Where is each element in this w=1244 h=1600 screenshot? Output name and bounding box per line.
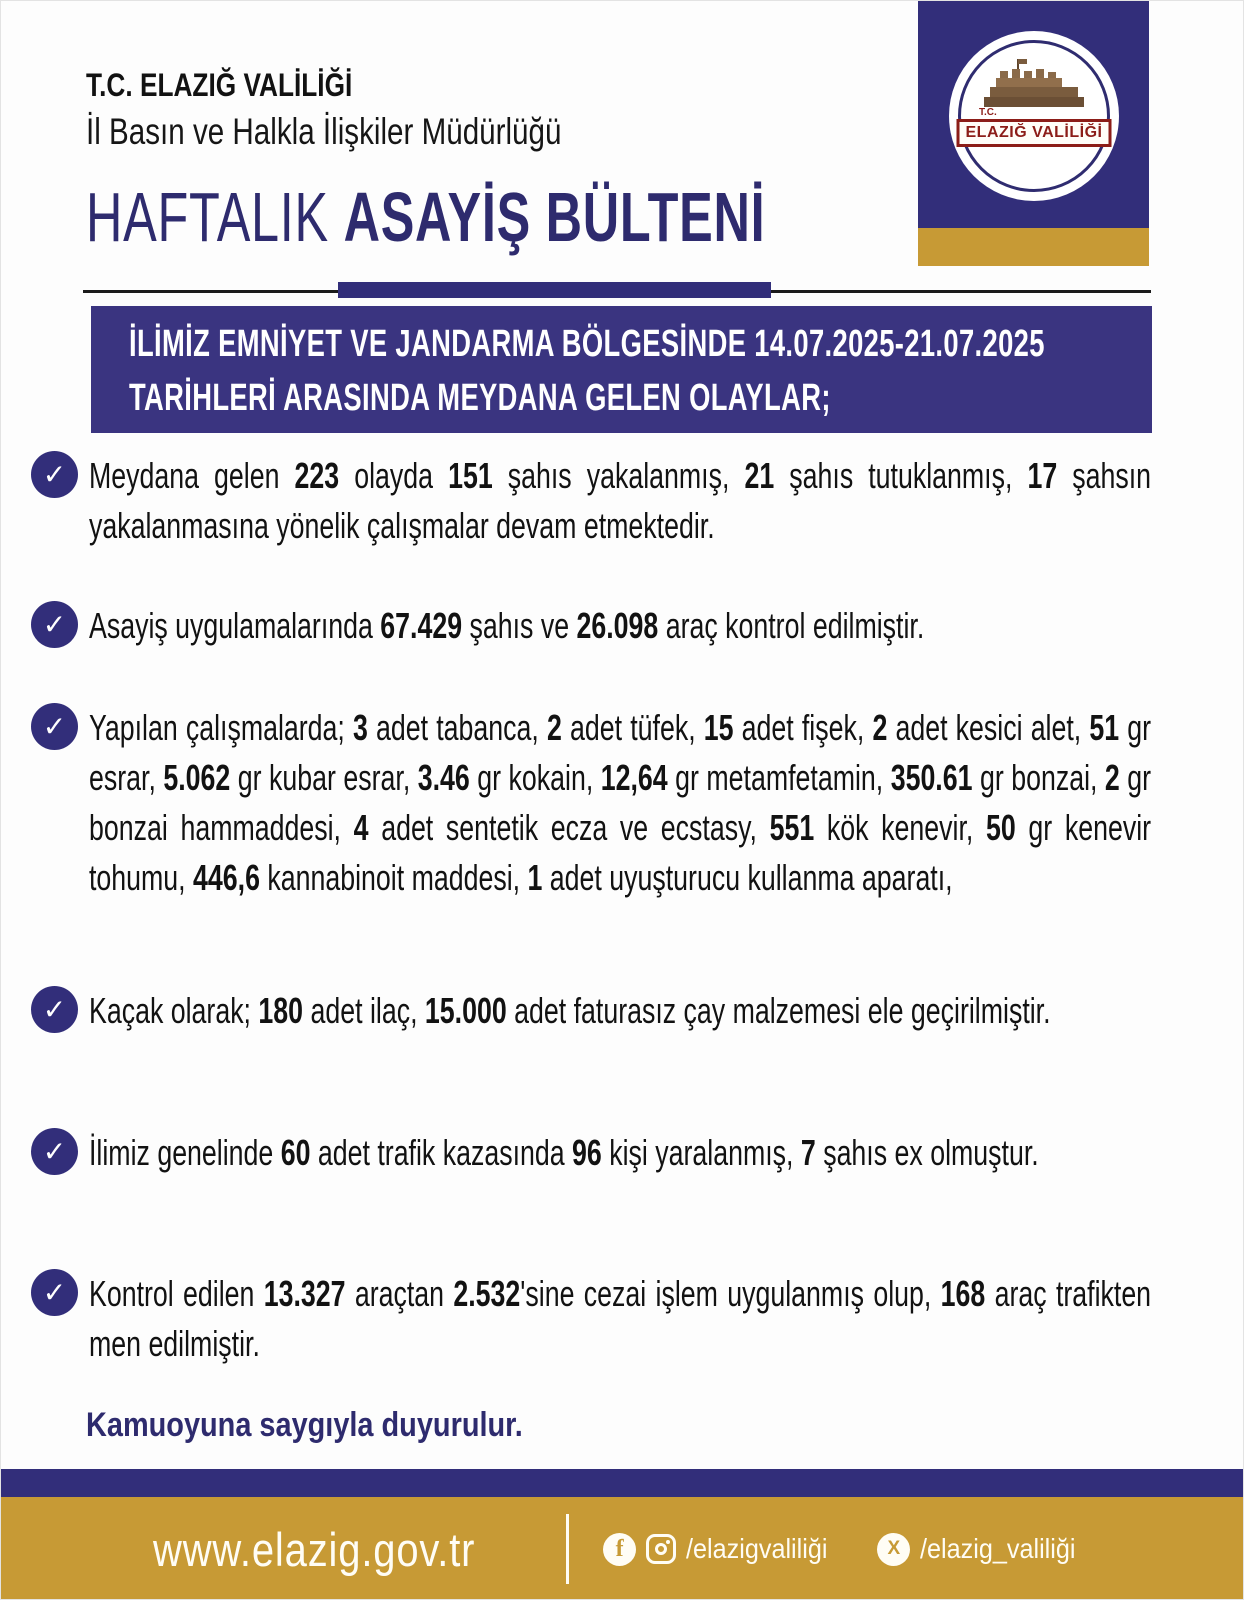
check-icon: ✓ (31, 1128, 78, 1175)
closing-note: Kamuoyuna saygıyla duyurulur. (86, 1406, 523, 1444)
check-icon: ✓ (31, 451, 78, 498)
page-title (86, 177, 765, 257)
logo-tc-label: T.C. (979, 107, 997, 118)
divider-accent-bar (338, 282, 771, 298)
footer-divider (566, 1514, 569, 1584)
list-item (1, 601, 1243, 651)
x-twitter-icon[interactable]: X (877, 1533, 910, 1566)
list-item (1, 451, 1243, 551)
check-icon: ✓ (31, 703, 78, 750)
governorship-logo (949, 31, 1119, 201)
period-banner (91, 306, 1152, 433)
list-item (1, 703, 1243, 903)
check-icon: ✓ (31, 986, 78, 1033)
org-department: İl Basın ve Halkla İlişkiler Müdürlüğü (86, 111, 562, 152)
list-item-text: İlimiz genelinde 60 adet trafik kazasında 96 kişi yaralanmış, 7 şahıs ex olmuştur. (89, 1132, 1039, 1173)
banner-line2: TARİHLERİ ARASINDA MEYDANA GELEN OLAYLAR; (129, 377, 831, 419)
banner-line1: İLİMİZ EMNİYET VE JANDARMA BÖLGESİNDE 14.07.2025-21.07.2025 (129, 323, 1045, 365)
list-item-text: Kaçak olarak; 180 adet ilaç, 15.000 adet faturasız çay malzemesi ele geçirilmiştir. (89, 990, 1051, 1031)
facebook-icon[interactable]: f (603, 1533, 636, 1566)
social-handle-2[interactable]: /elazig_valiliği (920, 1533, 1076, 1564)
org-name: T.C. ELAZIĞ VALİLİĞİ (86, 67, 353, 103)
logo-name-label: ELAZIĞ VALİLİĞİ (957, 119, 1112, 147)
list-item-text: Meydana gelen 223 olayda 151 şahıs yakalanmış, 21 şahıs tutuklanmış, 17 şahsın yakalanmasına yönelik çalışmalar devam etmektedir. (89, 455, 1152, 546)
list-item-text: Asayiş uygulamalarında 67.429 şahıs ve 26.098 araç kontrol edilmiştir. (89, 605, 925, 646)
page-title-light: HAFTALIK (86, 178, 344, 256)
social-handle-1[interactable]: /elazigvaliliği (686, 1533, 828, 1564)
list-item (1, 1269, 1243, 1369)
footer-purple-bar (1, 1469, 1244, 1497)
check-icon: ✓ (31, 601, 78, 648)
social-group-1 (603, 1533, 843, 1566)
check-icon: ✓ (31, 1269, 78, 1316)
instagram-icon[interactable] (646, 1534, 676, 1564)
gold-band (918, 228, 1149, 266)
list-item-text: Yapılan çalışmalarda; 3 adet tabanca, 2 adet tüfek, 15 adet fişek, 2 adet kesici alet, 51 gr esrar, 5.062 gr kubar esrar, 3.46 gr kokain, 12,64 gr metamfetamin, 350.61 gr bonzai, 2 gr bonzai hammaddesi, 4 adet sentetik ecza ve ecstasy, 551 kök kenevir, 50 gr kenevir tohumu, 446,6 kannabinoit maddesi, 1 adet uyuşturucu kullanma aparatı, (89, 707, 1152, 898)
footer-bar (1, 1497, 1244, 1600)
list-item (1, 986, 1243, 1036)
logo-block (918, 1, 1149, 228)
list-item (1, 1128, 1243, 1178)
page-title-bold: ASAYİŞ BÜLTENİ (343, 178, 766, 256)
list-item-text: Kontrol edilen 13.327 araçtan 2.532'sine cezai işlem uygulanmış olup, 168 araç trafikten men edilmiştir. (89, 1273, 1152, 1364)
social-group-2 (877, 1533, 1093, 1566)
website-link[interactable]: www.elazig.gov.tr (152, 1522, 476, 1576)
